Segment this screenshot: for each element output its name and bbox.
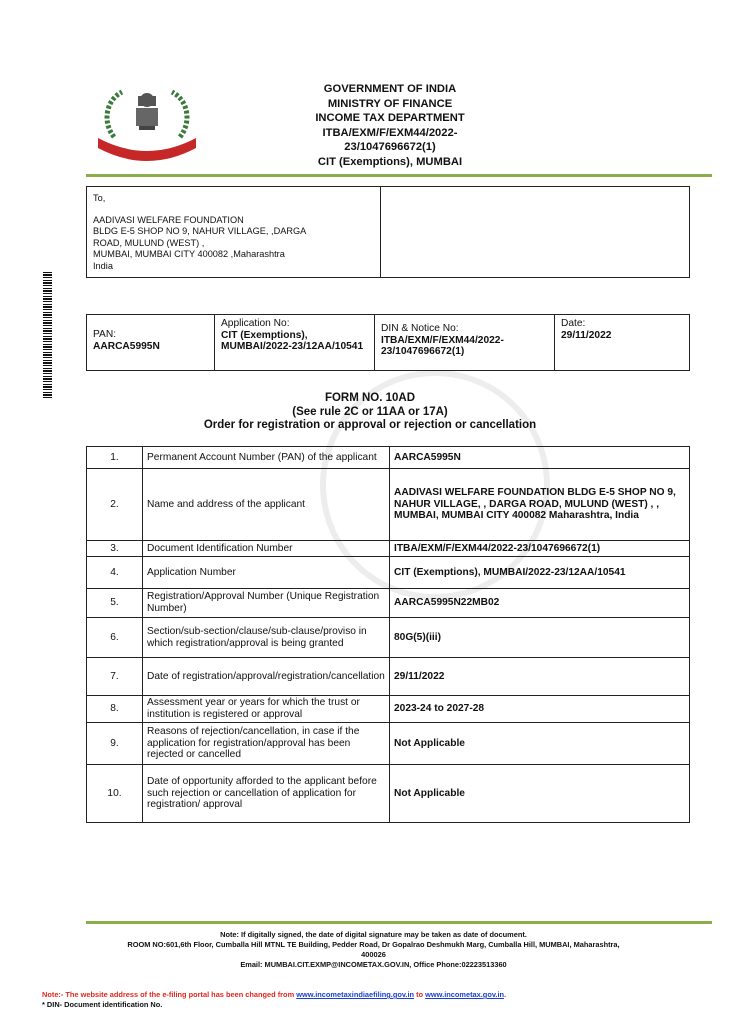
row-label: Assessment year or years for which the trust or institution is registered or approval	[143, 696, 390, 723]
row-label: Reasons of rejection/cancellation, in case if the application for registration/approval has been rejected or cancelled	[143, 723, 390, 765]
row-value: Not Applicable	[390, 723, 690, 765]
date-cell	[555, 315, 689, 370]
application-label: Application No:	[221, 318, 290, 329]
row-value: CIT (Exemptions), MUMBAI/2022-23/12AA/10541	[390, 557, 690, 589]
website-change-note: Note:- The website address of the e-filing portal has been changed from www.incometaxindiaefiling.gov.in to www.incometax.gov.in.	[42, 990, 507, 999]
table-row	[87, 618, 690, 658]
office-pincode: 400026	[361, 950, 386, 959]
header-line-ministry: MINISTRY OF FINANCE	[327, 97, 453, 110]
header-line-office: CIT (Exemptions), MUMBAI	[317, 155, 463, 168]
document-header	[250, 82, 530, 169]
row-number: 10.	[87, 765, 143, 823]
addressee-details	[87, 187, 381, 277]
din-value: ITBA/EXM/F/EXM44/2022-23/1047696672(1)	[381, 334, 504, 357]
row-value: AARCA5995N22MB02	[390, 589, 690, 618]
row-number: 6.	[87, 618, 143, 658]
table-row	[87, 765, 690, 823]
table-row	[87, 541, 690, 557]
addressee-line: BLDG E-5 SHOP NO 9, NAHUR VILLAGE, ,DARGA	[93, 226, 307, 236]
website-note-block	[42, 990, 506, 1010]
row-label: Date of opportunity afforded to the applicant before such rejection or cancellation of application for registration/ approval	[143, 765, 390, 823]
pan-label: PAN:	[93, 329, 117, 340]
row-value: ITBA/EXM/F/EXM44/2022-23/1047696672(1)	[390, 541, 690, 557]
din-footnote: * DIN- Document identification No.	[42, 1000, 163, 1009]
row-value: AARCA5995N	[390, 447, 690, 469]
row-number: 3.	[87, 541, 143, 557]
application-value: CIT (Exemptions), MUMBAI/2022-23/12AA/10541	[221, 329, 364, 352]
row-number: 2.	[87, 469, 143, 541]
pan-cell	[87, 315, 215, 370]
application-cell	[215, 315, 375, 370]
order-details-table	[86, 446, 690, 823]
addressee-line: MUMBAI, MUMBAI CITY 400082 ,Maharashtra	[93, 249, 285, 259]
old-portal-link[interactable]: www.incometaxindiaefiling.gov.in	[296, 990, 415, 999]
form-title: FORM NO. 10AD	[324, 392, 416, 404]
pan-value: AARCA5995N	[93, 340, 160, 352]
barcode	[43, 272, 52, 400]
addressee-box	[86, 186, 690, 278]
footer-block	[0, 930, 747, 970]
table-row	[87, 723, 690, 765]
row-label: Section/sub-section/clause/sub-clause/proviso in which registration/approval is being granted	[143, 618, 390, 658]
row-label: Name and address of the applicant	[143, 469, 390, 541]
din-cell	[375, 315, 555, 370]
website-note-prefix: Note:- The website address of the e-filing portal has been changed from	[42, 990, 295, 999]
row-value: AADIVASI WELFARE FOUNDATION BLDG E-5 SHOP NO 9, NAHUR VILLAGE, , DARGA ROAD, MULUND (WEST) , , MUMBAI, MUMBAI CITY 400082 Maharashtra, India	[390, 469, 690, 541]
table-row	[87, 696, 690, 723]
header-line-department: INCOME TAX DEPARTMENT	[315, 112, 465, 124]
addressee-line: ROAD, MULUND (WEST) ,	[93, 237, 205, 248]
header-line-ref-2: 23/1047696672(1)	[344, 141, 436, 153]
row-label: Registration/Approval Number (Unique Registration Number)	[143, 589, 390, 618]
row-number: 1.	[87, 447, 143, 469]
digital-signature-note: Note: If digitally signed, the date of digital signature may be taken as date of document.	[220, 930, 527, 939]
date-value: 29/11/2022	[561, 329, 612, 341]
row-label: Permanent Account Number (PAN) of the applicant	[143, 447, 390, 469]
row-label: Document Identification Number	[143, 541, 390, 557]
form-heading: Order for registration or approval or rejection or cancellation	[203, 419, 537, 431]
row-label: Application Number	[143, 557, 390, 589]
new-portal-link[interactable]: www.incometax.gov.in	[425, 990, 505, 999]
office-contact: Email: MUMBAI.CIT.EXMP@INCOMETAX.GOV.IN, Office Phone:02223513360	[240, 960, 507, 969]
notice-info-row	[86, 314, 690, 371]
office-address: ROOM NO:601,6th Floor, Cumballa Hill MTNL TE Building, Pedder Road, Dr Gopalrao Deshmukh Marg, Cumballa Hill, MUMBAI, Maharashtra,	[127, 940, 620, 949]
form-subtitle: (See rule 2C or 11AA or 17A)	[292, 405, 448, 418]
row-label: Date of registration/approval/registration/cancellation	[143, 658, 390, 696]
row-value: 80G(5)(iii)	[390, 618, 690, 658]
addressee-line: India	[93, 260, 113, 271]
header-line-govt: GOVERNMENT OF INDIA	[323, 83, 457, 95]
income-tax-emblem-logo	[92, 82, 202, 164]
table-row	[87, 469, 690, 541]
row-value: Not Applicable	[390, 765, 690, 823]
row-number: 8.	[87, 696, 143, 723]
table-row	[87, 589, 690, 618]
table-row	[87, 447, 690, 469]
row-number: 7.	[87, 658, 143, 696]
row-number: 5.	[87, 589, 143, 618]
row-number: 9.	[87, 723, 143, 765]
table-row	[87, 658, 690, 696]
header-divider	[86, 174, 712, 177]
form-title-block	[160, 392, 580, 433]
to-label: To,	[93, 193, 106, 203]
row-value: 2023-24 to 2027-28	[390, 696, 690, 723]
din-label: DIN & Notice No:	[381, 323, 459, 334]
row-number: 4.	[87, 557, 143, 589]
header-line-ref-1: ITBA/EXM/F/EXM44/2022-	[322, 126, 458, 139]
addressee-line: AADIVASI WELFARE FOUNDATION	[93, 214, 244, 225]
row-value: 29/11/2022	[390, 658, 690, 696]
date-label: Date:	[561, 318, 586, 329]
footer-divider	[86, 921, 712, 924]
table-row	[87, 557, 690, 589]
website-note-mid: to	[416, 990, 424, 999]
